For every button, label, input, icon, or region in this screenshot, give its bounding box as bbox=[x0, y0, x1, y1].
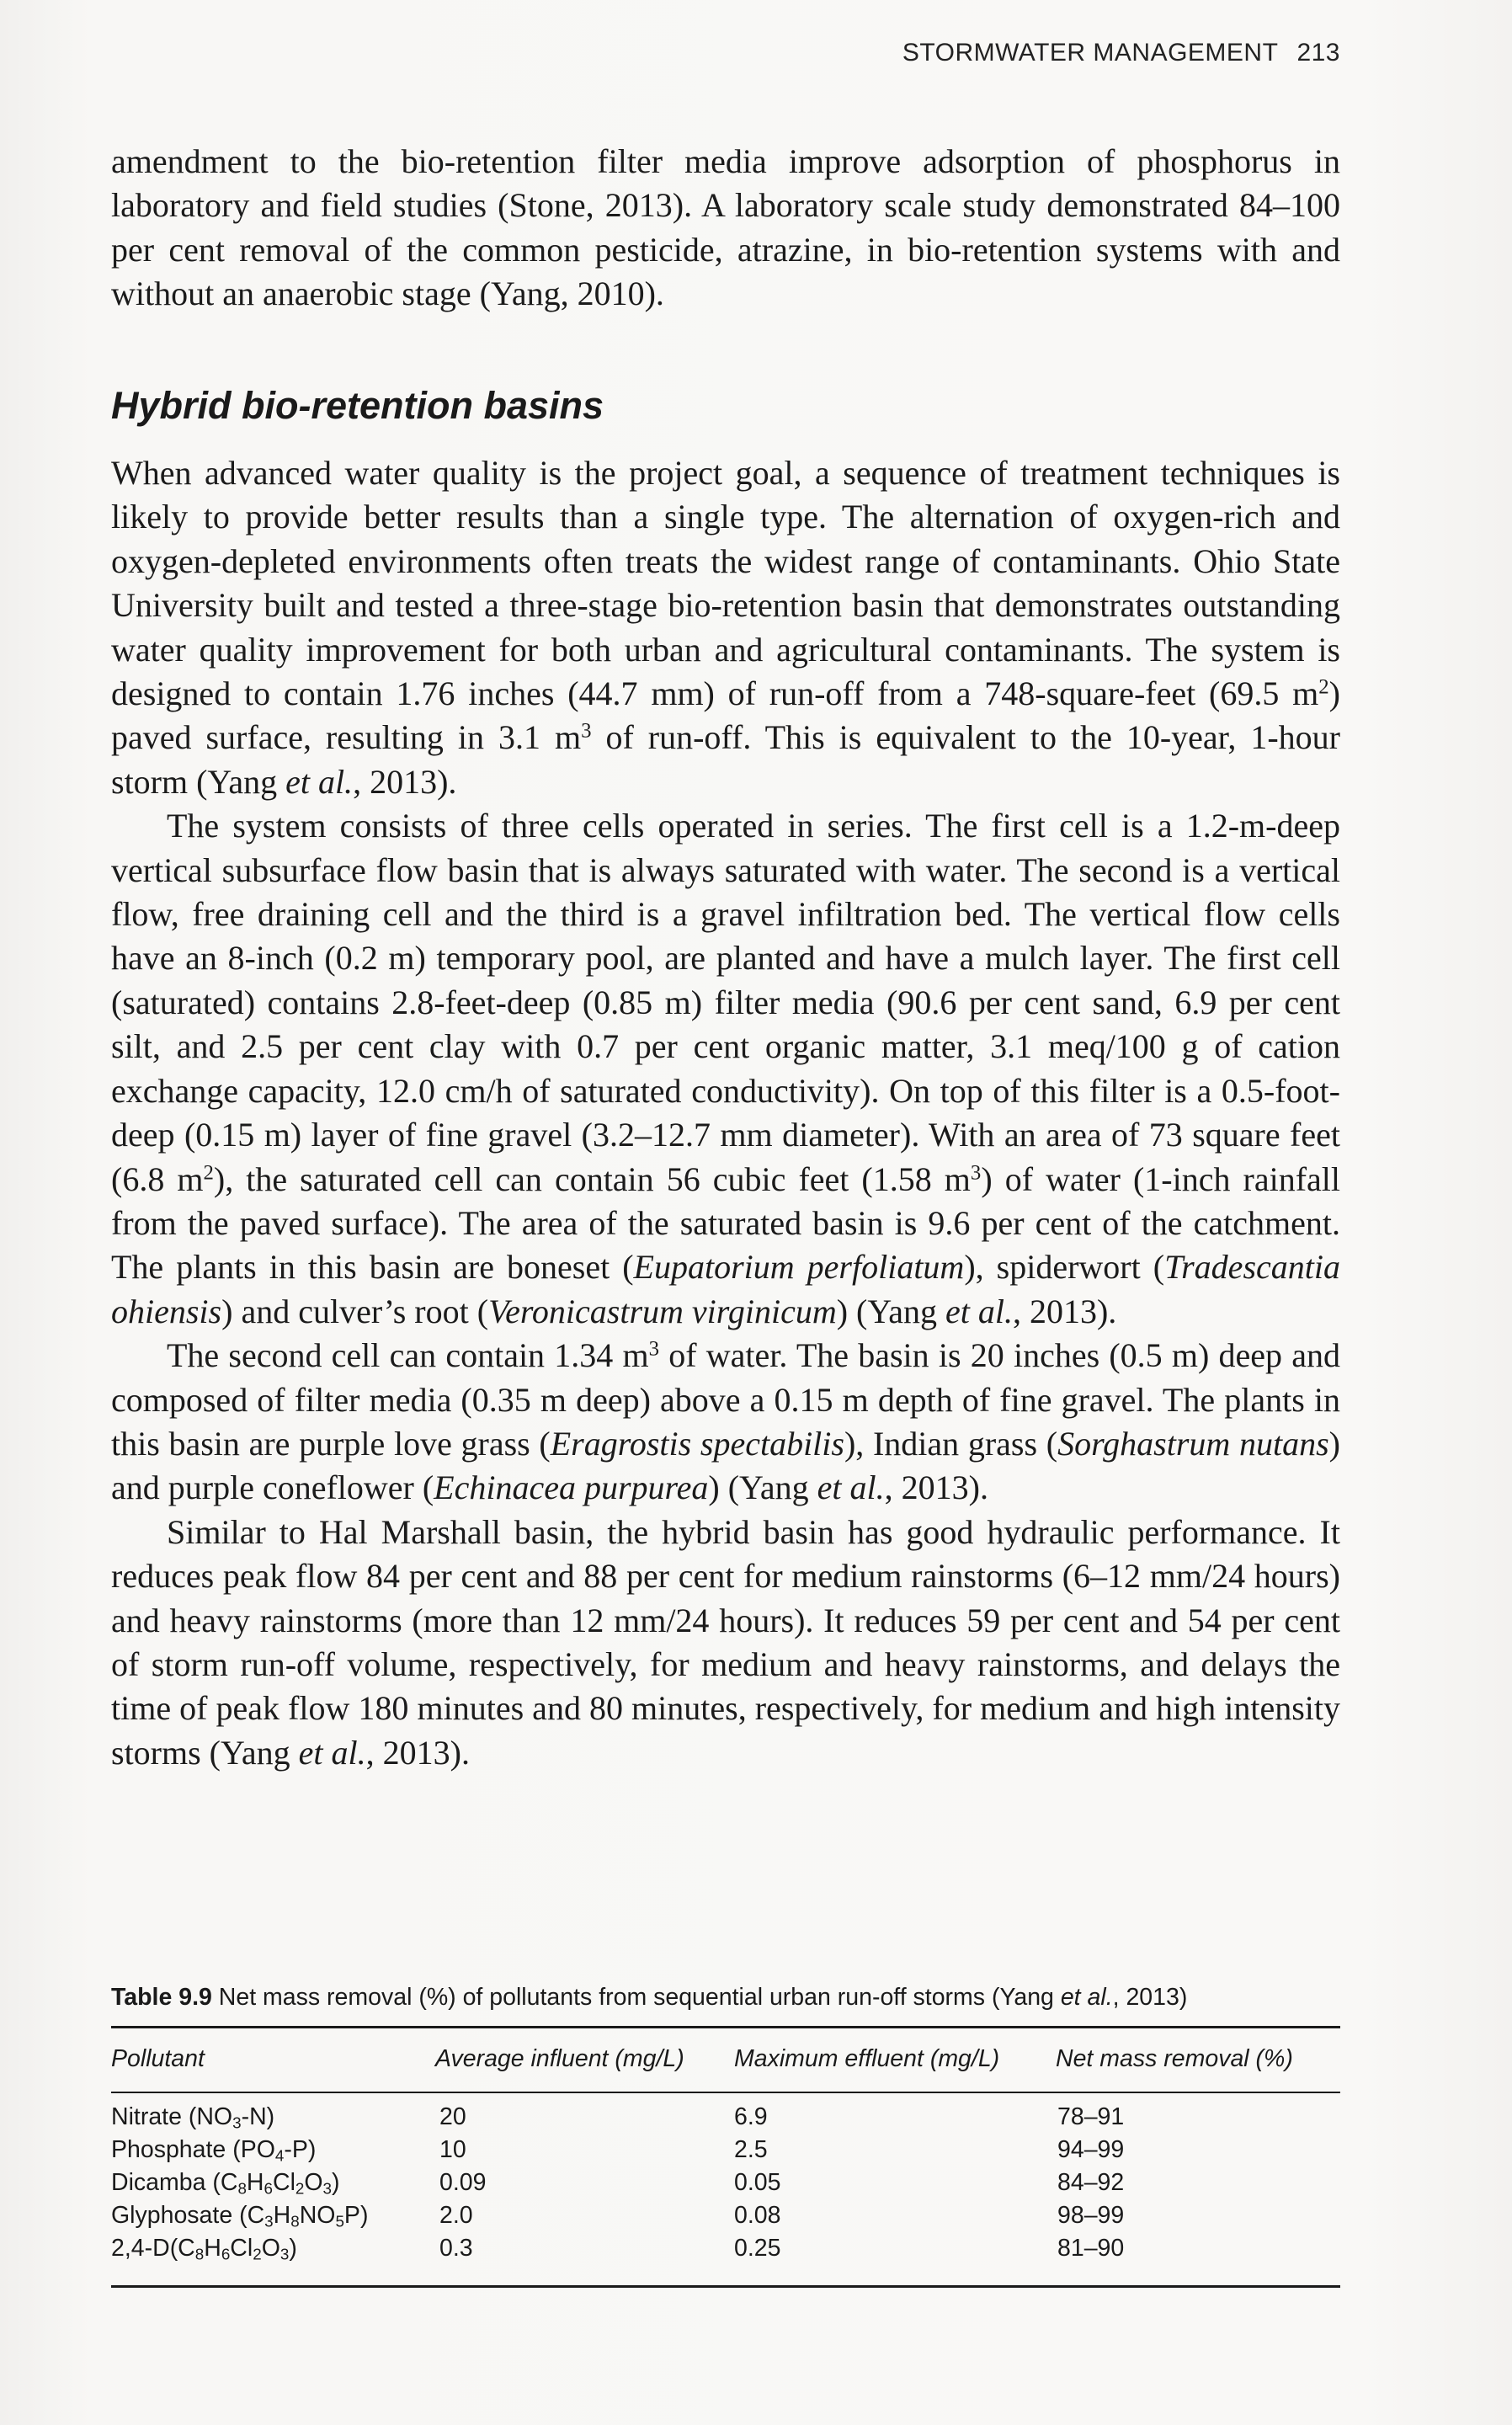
running-head bbox=[111, 39, 1340, 67]
cell-average-influent: 2.0 bbox=[439, 2202, 473, 2229]
cell-net-mass-removal: 78–91 bbox=[1057, 2103, 1125, 2130]
cell-pollutant: Glyphosate $(C_3H_8NO_5P)$ bbox=[111, 2202, 369, 2230]
cell-maximum-effluent: 0.08 bbox=[734, 2202, 781, 2229]
table-row bbox=[111, 2103, 1340, 2135]
cell-maximum-effluent: 2.5 bbox=[734, 2136, 768, 2163]
p3-text-c: ), Indian grass ( bbox=[844, 1424, 1058, 1463]
cell-pollutant: Dicamba $(C_8H_6Cl_2O_3)$ bbox=[111, 2169, 340, 2198]
cell-net-mass-removal: 84–92 bbox=[1057, 2169, 1125, 2196]
header-average-influent: Average influent (mg/L) bbox=[435, 2045, 684, 2072]
p3-species-1: Eragrostis spectabilis bbox=[550, 1424, 844, 1463]
cell-net-mass-removal: 98–99 bbox=[1057, 2202, 1125, 2229]
paragraph-1 bbox=[111, 451, 1340, 804]
cell-average-influent: 10 bbox=[439, 2136, 466, 2163]
table-row bbox=[111, 2136, 1340, 2168]
section-body bbox=[111, 451, 1340, 1775]
p4-et-al: et al. bbox=[298, 1733, 366, 1772]
p1-sup-2: 3 bbox=[581, 719, 592, 743]
p2-text-f: ) (Yang bbox=[836, 1292, 945, 1330]
table-header-rule bbox=[111, 2092, 1340, 2093]
p3-text-e: ) (Yang bbox=[708, 1468, 817, 1507]
section-heading: Hybrid bio-retention basins bbox=[111, 384, 604, 427]
p1-text-b: ) paved surface, resulting in 3.1 m bbox=[111, 674, 1340, 757]
table-row bbox=[111, 2202, 1340, 2234]
intro-paragraph: amendment to the bio-retention filter media improve adsorption of phosphorus in laboratory and field studies (Stone, 2013). A laboratory scale study demonstrated 84–100 per cent removal of the common pesticide, atrazine, in bio-retention systems with and without an anaerobic stage (Yang, 2010). bbox=[111, 142, 1340, 313]
p3-text-b: of water. The basin is 20 inches (0.5 m) deep and composed of filter media (0.35 m deep) above a 0.15 m depth of fine gravel. The plants in this basin are purple love grass ( bbox=[111, 1336, 1340, 1463]
p2-text-g: , 2013). bbox=[1012, 1292, 1117, 1330]
cell-pollutant: Nitrate $(NO_3-N)$ bbox=[111, 2103, 275, 2132]
cell-maximum-effluent: 6.9 bbox=[734, 2103, 768, 2130]
p2-text-d: ), spiderwort ( bbox=[964, 1248, 1165, 1287]
p2-species-1: Eupatorium perfoliatum bbox=[633, 1248, 965, 1287]
cell-average-influent: 20 bbox=[439, 2103, 466, 2130]
p2-text-b: ), the saturated cell can contain 56 cubic feet (1.58 m bbox=[213, 1159, 971, 1198]
p3-species-3: Echinacea purpurea bbox=[434, 1468, 709, 1507]
p3-text-a: The second cell can contain 1.34 m bbox=[167, 1336, 649, 1375]
p3-sup-1: 3 bbox=[648, 1337, 659, 1361]
p3-text-d: ) and purple coneflower ( bbox=[111, 1424, 1340, 1507]
running-head-title: STORMWATER MANAGEMENT bbox=[902, 39, 1279, 67]
p4-text-b: , 2013). bbox=[365, 1733, 470, 1772]
cell-net-mass-removal: 94–99 bbox=[1057, 2136, 1125, 2163]
p2-sup-1: 2 bbox=[203, 1160, 214, 1184]
p1-sup-1: 2 bbox=[1318, 675, 1329, 699]
p1-text-a: When advanced water quality is the project goal, a sequence of treatment techniques is likely to provide better results than a single type. The alternation of oxygen-rich and oxygen-depleted environments often treats the widest range of contaminants. Ohio State University built and tested a three-stage bio-retention basin that demonstrates outstanding water quality improvement for both urban and agricultural contaminants. The system is designed to contain 1.76 inches (44.7 mm) of run-off from a 748-square-feet (69.5 m bbox=[111, 454, 1340, 713]
cell-net-mass-removal: 81–90 bbox=[1057, 2235, 1125, 2262]
table-bottom-rule bbox=[111, 2285, 1340, 2288]
p1-text-d: , 2013). bbox=[353, 762, 457, 801]
table-caption-text-b: , 2013) bbox=[1112, 1984, 1188, 2011]
p4-text-a: Similar to Hal Marshall basin, the hybrid basin has good hydraulic performance. It reduces peak flow 84 per cent and 88 per cent for medium rainstorms (6–12 mm/24 hours) and heavy rainstorms (more than 12 mm/24 hours). It reduces 59 per cent and 54 per cent of storm run-off volume, respectively, for medium and heavy rainstorms, and delays the time of peak flow 180 minutes and 80 minutes, respectively, for medium and high intensity storms (Yang bbox=[111, 1512, 1340, 1772]
header-maximum-effluent: Maximum effluent (mg/L) bbox=[734, 2045, 1000, 2072]
table-row bbox=[111, 2169, 1340, 2201]
table-caption-text-a: Net mass removal (%) of pollutants from sequential urban run-off storms (Yang bbox=[218, 1984, 1061, 2011]
table-row bbox=[111, 2235, 1340, 2267]
table-label: Table 9.9 bbox=[111, 1984, 212, 2011]
header-pollutant: Pollutant bbox=[111, 2045, 205, 2072]
p2-et-al: et al. bbox=[945, 1292, 1013, 1330]
cell-maximum-effluent: 0.25 bbox=[734, 2235, 781, 2262]
table-top-rule bbox=[111, 2026, 1340, 2028]
p2-sup-2: 3 bbox=[970, 1160, 982, 1184]
cell-average-influent: 0.09 bbox=[439, 2169, 487, 2196]
cell-pollutant: Phosphate $(PO_4-P)$ bbox=[111, 2136, 317, 2165]
paragraph-4 bbox=[111, 1511, 1340, 1775]
paragraph-2 bbox=[111, 804, 1340, 1334]
cell-maximum-effluent: 0.05 bbox=[734, 2169, 781, 2196]
cell-pollutant: $2,4-D(C_8H_6Cl_2O_3)$ bbox=[111, 2235, 297, 2263]
p2-species-3: Veronicastrum virginicum bbox=[488, 1292, 837, 1330]
p2-text-e: ) and culver’s root ( bbox=[221, 1292, 489, 1330]
p3-text-f: , 2013). bbox=[884, 1468, 988, 1507]
table-caption bbox=[111, 1984, 1340, 2012]
header-net-mass-removal: Net mass removal (%) bbox=[1056, 2045, 1293, 2072]
p1-et-al: et al. bbox=[285, 762, 354, 801]
page-number: 213 bbox=[1296, 39, 1340, 67]
p2-text-c: ) of water (1-inch rainfall from the paved surface). The area of the saturated basin is 9.6 per cent of the catchment. The plants in this basin are boneset ( bbox=[111, 1159, 1340, 1287]
paragraph-3 bbox=[111, 1334, 1340, 1511]
table-caption-et-al: et al. bbox=[1060, 1984, 1113, 2011]
p2-species-2: Tradescantia ohiensis bbox=[111, 1248, 1340, 1330]
intro-text bbox=[111, 140, 1340, 317]
p1-text-c: of run-off. This is equivalent to the 10-year, 1-hour storm (Yang bbox=[111, 718, 1341, 801]
cell-average-influent: 0.3 bbox=[439, 2235, 473, 2262]
p2-text-a: The system consists of three cells operated in series. The first cell is a 1.2-m-deep vertical subsurface flow basin that is always saturated with water. The second is a vertical flow, free draining cell and the third is a gravel infiltration bed. The vertical flow cells have an 8-inch (0.2 m) temporary pool, are planted and have a mulch layer. The first cell (saturated) contains 2.8-feet-deep (0.85 m) filter media (90.6 per cent sand, 6.9 per cent silt, and 2.5 per cent clay with 0.7 per cent organic matter, 3.1 meq/100 g of cation exchange capacity, 12.0 cm/h of saturated conductivity). On top of this filter is a 0.5-foot-deep (0.15 m) layer of fine gravel (3.2–12.7 mm diameter). With an area of 73 square feet (6.8 m bbox=[111, 807, 1340, 1198]
p3-et-al: et al. bbox=[817, 1468, 885, 1507]
p3-species-2: Sorghastrum nutans bbox=[1057, 1424, 1329, 1463]
